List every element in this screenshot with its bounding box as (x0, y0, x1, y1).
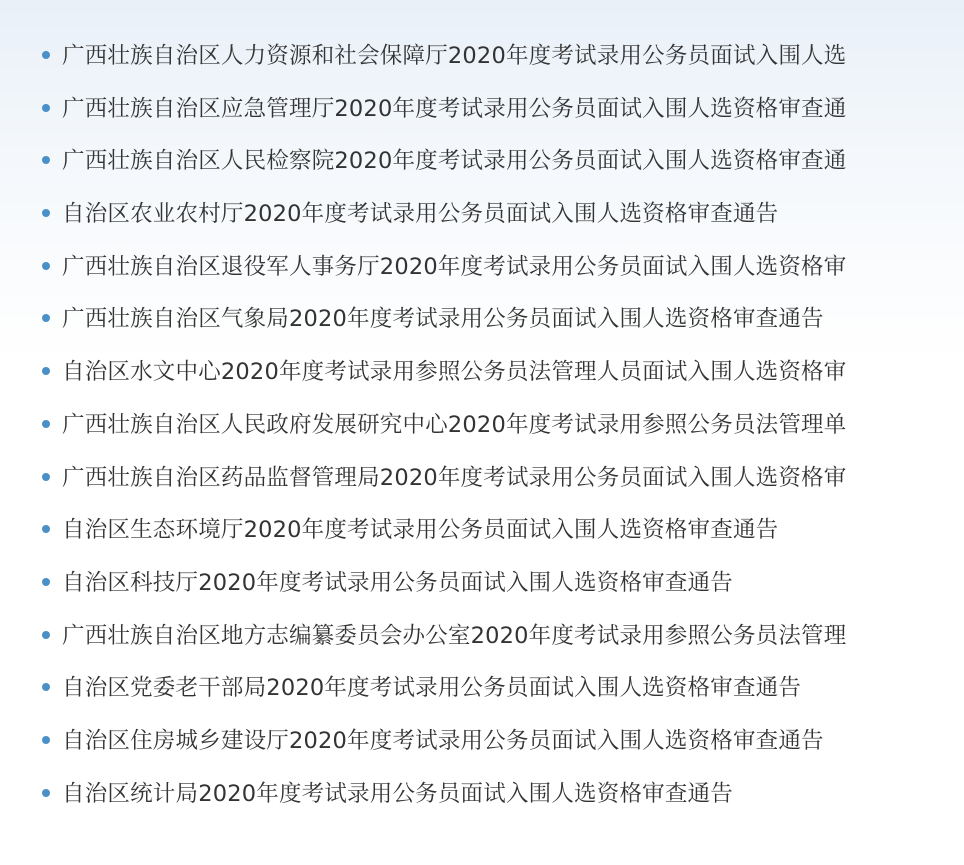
list-item (0, 504, 964, 557)
bullet-dot-icon (42, 156, 50, 164)
notice-link[interactable]: 自治区住房城乡建设厅2020年度考试录用公务员面试入围人选资格审查通告 (62, 727, 824, 754)
list-item (0, 399, 964, 452)
bullet-dot-icon (42, 262, 50, 270)
list-item (0, 662, 964, 715)
list-item (0, 768, 964, 821)
bullet-dot-icon (42, 420, 50, 428)
bullet-dot-icon (42, 789, 50, 797)
notice-link[interactable]: 自治区水文中心2020年度考试录用参照公务员法管理人员面试入围人选资格审 (62, 359, 847, 386)
list-item (0, 293, 964, 346)
notice-link[interactable]: 广西壮族自治区人民政府发展研究中心2020年度考试录用参照公务员法管理单 (62, 411, 847, 438)
notice-link[interactable]: 广西壮族自治区药品监督管理局2020年度考试录用公务员面试入围人选资格审 (62, 464, 847, 491)
bullet-dot-icon (42, 736, 50, 744)
bullet-dot-icon (42, 314, 50, 322)
bullet-dot-icon (42, 367, 50, 375)
notice-link[interactable]: 自治区农业农村厅2020年度考试录用公务员面试入围人选资格审查通告 (62, 201, 779, 228)
list-item (0, 610, 964, 663)
bullet-dot-icon (42, 104, 50, 112)
notice-link[interactable]: 广西壮族自治区气象局2020年度考试录用公务员面试入围人选资格审查通告 (62, 306, 824, 333)
list-item (0, 83, 964, 136)
notice-link[interactable]: 自治区科技厅2020年度考试录用公务员面试入围人选资格审查通告 (62, 569, 733, 596)
bullet-dot-icon (42, 209, 50, 217)
list-item (0, 346, 964, 399)
list-item (0, 715, 964, 768)
notice-link[interactable]: 自治区统计局2020年度考试录用公务员面试入围人选资格审查通告 (62, 780, 733, 807)
bullet-dot-icon (42, 683, 50, 691)
notice-link[interactable]: 广西壮族自治区退役军人事务厅2020年度考试录用公务员面试入围人选资格审 (62, 253, 847, 280)
list-item (0, 452, 964, 505)
list-item (0, 557, 964, 610)
notice-link[interactable]: 广西壮族自治区人民检察院2020年度考试录用公务员面试入围人选资格审查通 (62, 148, 847, 175)
notice-link[interactable]: 广西壮族自治区人力资源和社会保障厅2020年度考试录用公务员面试入围人选 (62, 43, 847, 69)
bullet-dot-icon (42, 51, 50, 59)
list-item (0, 30, 964, 83)
notice-link[interactable]: 自治区党委老干部局2020年度考试录用公务员面试入围人选资格审查通告 (62, 675, 802, 702)
notice-list (0, 30, 964, 820)
bullet-dot-icon (42, 473, 50, 481)
notice-link[interactable]: 广西壮族自治区应急管理厅2020年度考试录用公务员面试入围人选资格审查通 (62, 95, 847, 122)
list-item (0, 135, 964, 188)
bullet-dot-icon (42, 525, 50, 533)
list-item (0, 241, 964, 294)
bullet-dot-icon (42, 631, 50, 639)
list-item (0, 188, 964, 241)
notice-link[interactable]: 广西壮族自治区地方志编纂委员会办公室2020年度考试录用参照公务员法管理 (62, 622, 847, 649)
notice-link[interactable]: 自治区生态环境厅2020年度考试录用公务员面试入围人选资格审查通告 (62, 517, 779, 544)
bullet-dot-icon (42, 578, 50, 586)
